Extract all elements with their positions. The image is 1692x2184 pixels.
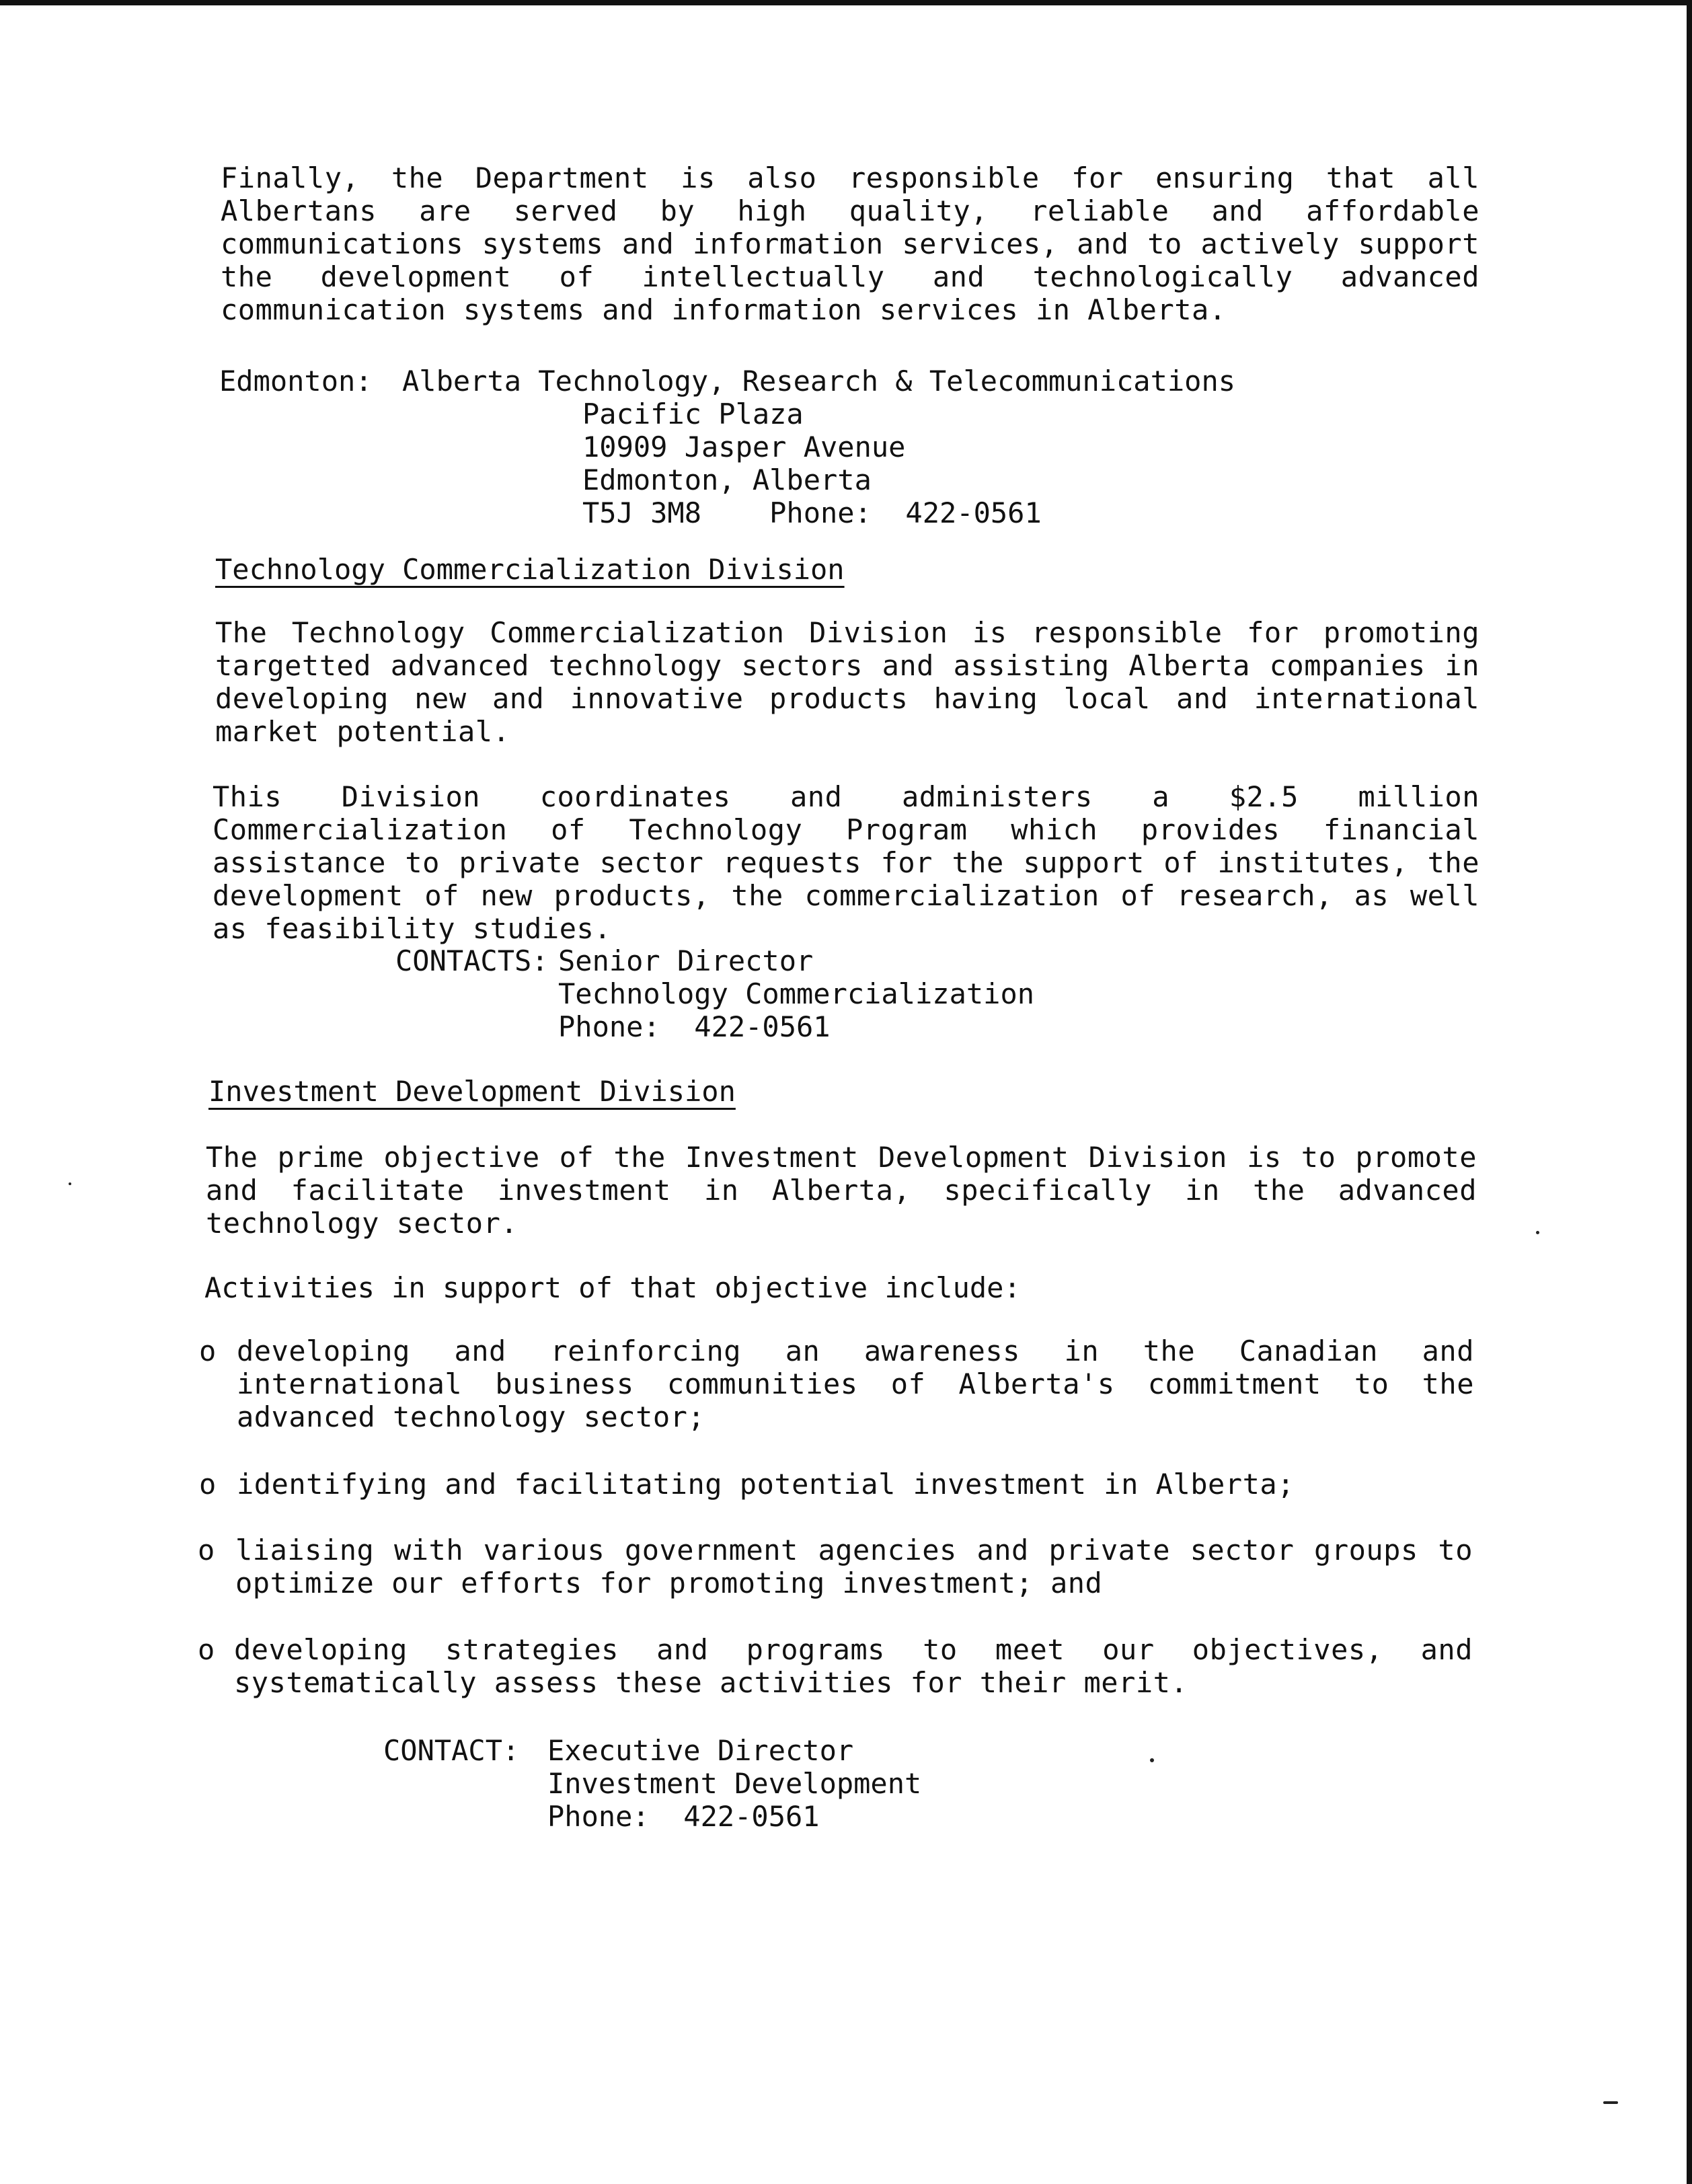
address-city-label: Edmonton: — [219, 365, 373, 398]
scan-speck — [1603, 2101, 1618, 2104]
bullet-item-4: developing strategies and programs to meet our objectives, and systematically assess these activities for their merit. — [234, 1633, 1473, 1699]
investment-division-heading: Investment Development Division — [208, 1075, 736, 1108]
tech-contact-line: Phone: 422-0561 — [558, 1010, 831, 1043]
bullet-item-1: developing and reinforcing an awareness in the Canadian and international business communities of Alberta's commitment to the advanced technology sector; — [237, 1334, 1474, 1433]
tech-contacts-block — [558, 944, 1034, 1043]
address-line: 10909 Jasper Avenue — [582, 430, 906, 463]
scan-speck — [1150, 1758, 1154, 1762]
address-line: Pacific Plaza — [582, 398, 804, 430]
investment-contact-line: Phone: 422-0561 — [547, 1800, 820, 1833]
investment-contact-line: Executive Director — [547, 1734, 854, 1767]
investment-contact-label: CONTACT: — [383, 1734, 520, 1767]
intro-paragraph: Finally, the Department is also responsible for ensuring that all Albertans are served by high quality, reliable and affordable communications systems and information services, and to actively support the development of intellectually and technologically advanced communication systems and information services in Alberta. — [221, 161, 1479, 326]
tech-contact-line: Senior Director — [558, 944, 814, 977]
address-line: T5J 3M8 Phone: 422-0561 — [582, 496, 1042, 529]
tech-division-paragraph-1: The Technology Commercialization Division is responsible for promoting targetted advanced technology sectors and assisting Alberta companies in developing new and innovative products having local and international market potential. — [215, 616, 1479, 748]
bullet-item-3: liaising with various government agencies and private sector groups to optimize our efforts for promoting investment; and — [235, 1534, 1473, 1599]
address-block — [402, 365, 1235, 398]
bullet-marker: o — [198, 1534, 215, 1567]
scan-speck — [1536, 1231, 1539, 1234]
address-block-cont — [582, 398, 1042, 529]
investment-division-paragraph-1: The prime objective of the Investment Development Division is to promote and facilitate investment in Alberta, specifically in the advanced technology sector. — [206, 1141, 1477, 1240]
scan-speck — [69, 1182, 71, 1185]
tech-division-paragraph-2: This Division coordinates and administers a $2.5 million Commercialization of Technology Program which provides financial assistance to private sector requests for the support of institutes, the development of new products, the commercialization of research, as well as feasibility studies. — [213, 780, 1479, 945]
address-line: Alberta Technology, Research & Telecommunications — [402, 365, 1236, 398]
bullet-marker: o — [198, 1633, 215, 1666]
tech-division-heading: Technology Commercialization Division — [215, 553, 845, 586]
tech-contacts-label: CONTACTS: — [395, 944, 549, 977]
bullet-item-2: identifying and facilitating potential investment in Alberta; — [237, 1468, 1295, 1501]
bullet-marker: o — [199, 1334, 217, 1367]
investment-contact-block — [547, 1734, 921, 1833]
bullet-marker: o — [199, 1468, 217, 1501]
tech-contact-line: Technology Commercialization — [558, 977, 1035, 1010]
investment-contact-line: Investment Development — [547, 1767, 922, 1800]
address-line: Edmonton, Alberta — [582, 463, 872, 496]
activities-intro: Activities in support of that objective include: — [204, 1271, 1021, 1304]
